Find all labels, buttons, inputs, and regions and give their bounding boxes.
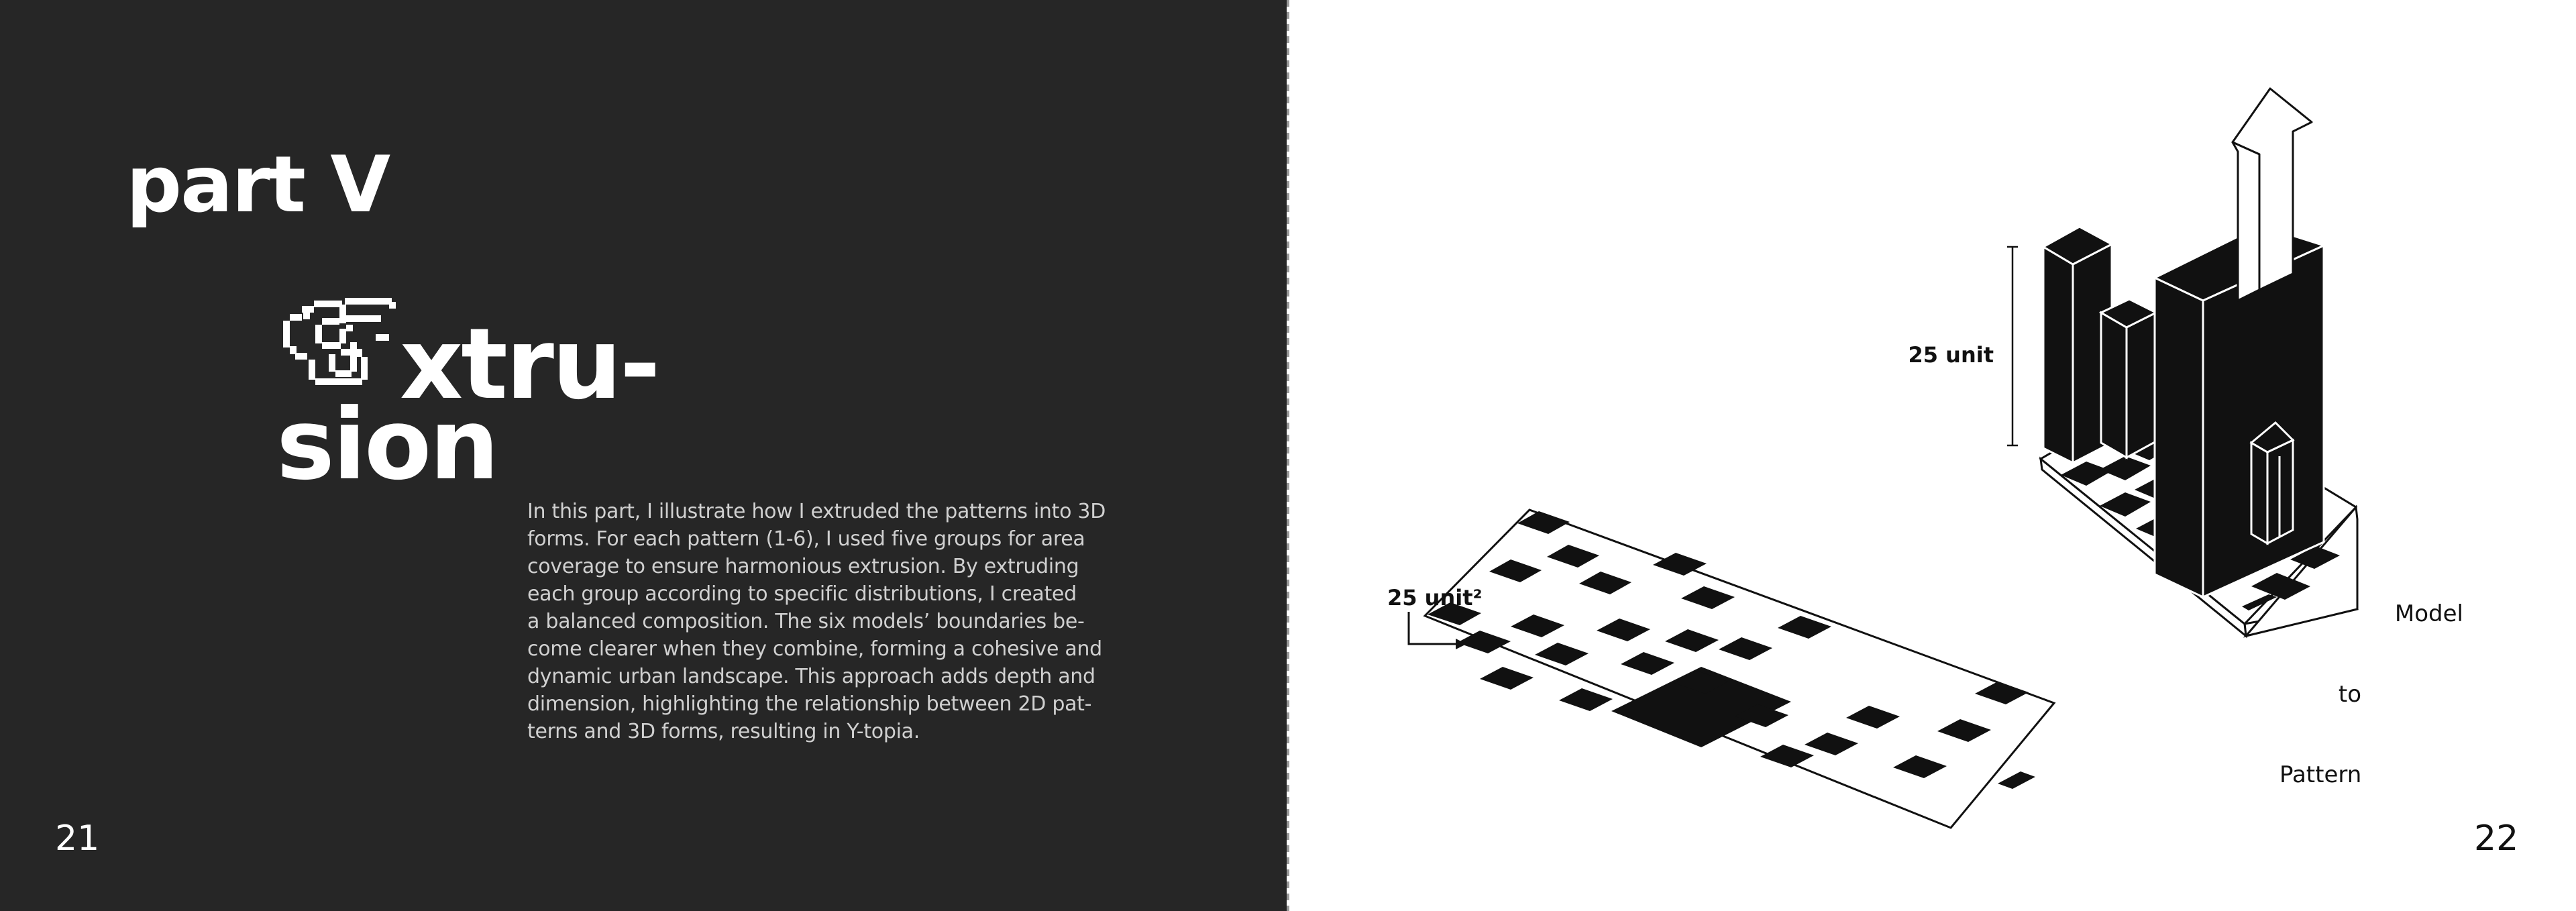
height-dimension (2007, 247, 2018, 445)
height-label: 25 unit (1908, 342, 1994, 368)
body-line: dynamic urban landscape. This approach adds depth and (527, 665, 1095, 688)
body-line: forms. For each pattern (1-6), I used five groups for area (527, 527, 1085, 551)
pattern-plate (1425, 510, 2054, 828)
body-line: each group according to specific distributions, I created (527, 582, 1077, 606)
tower-small-right (2251, 423, 2293, 543)
chapter-title-line-1: xtru- (400, 307, 659, 421)
body-line: a balanced composition. The six models’ boundaries be- (527, 610, 1085, 633)
body-paragraph (527, 498, 1212, 745)
part-label: part V (126, 140, 390, 230)
body-line: terns and 3D forms, resulting in Y-topia. (527, 720, 920, 743)
body-line: come clearer when they combine, forming a cohesive and (527, 637, 1102, 661)
chapter-title-line-2: sion (276, 388, 498, 502)
extrusion-diagram (1289, 0, 2576, 911)
pattern-label: Pattern (2279, 761, 2362, 788)
pixel-drop-cap-e (275, 295, 400, 396)
body-line: In this part, I illustrate how I extruded the patterns into 3D (527, 500, 1106, 523)
page-number-right: 22 (2474, 818, 2519, 859)
tower-medium (2101, 299, 2156, 458)
to-label: to (2338, 681, 2361, 708)
model-label: Model (2394, 600, 2463, 627)
body-line: coverage to ensure harmonious extrusion. By extruding (527, 555, 1079, 578)
body-line: dimension, highlighting the relationship between 2D pat- (527, 692, 1092, 716)
area-label: 25 unit² (1387, 585, 1483, 610)
left-page (0, 0, 1287, 911)
page-number-left: 21 (55, 818, 100, 859)
